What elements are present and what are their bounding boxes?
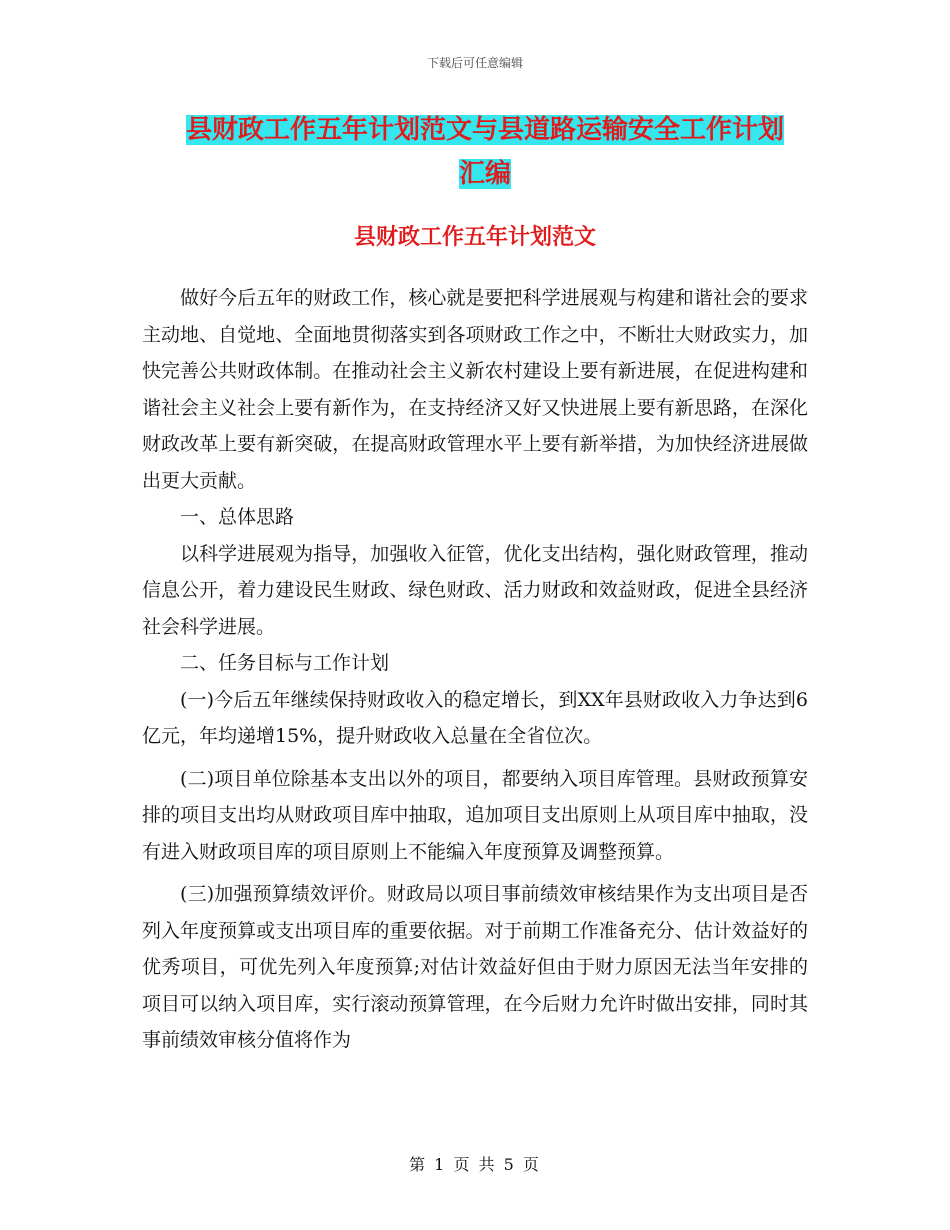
paragraph: (二)项目单位除基本支出以外的项目，都要纳入项目库管理。县财政预算安排的项目支出均从财政项目库中抽取，追加项目支出原则上从项目库中抽取，没有进入财政项目库的项目原则上不能编入年度预算及调整预算。 xyxy=(142,767,808,863)
paragraph: 做好今后五年的财政工作，核心就是要把科学进展观与构建和谐社会的要求主动地、自觉地、全面地贯彻落实到各项财政工作之中，不断壮大财政实力，加快完善公共财政体制。在推动社会主义新农村建设上要有新进展，在促进构建和谐社会主义社会上要有新作为，在支持经济又好又快进展上要有新思路，在深化财政改革上要有新突破，在提高财政管理水平上要有新举措，为加快经济进展做出更大贡献。 xyxy=(142,287,808,492)
document-title xyxy=(140,108,830,196)
section-title: 县财政工作五年计划范文 xyxy=(353,224,596,250)
document-title-line1: 县财政工作五年计划范文与县道路运输安全工作计划 xyxy=(185,115,784,145)
paragraph: 以科学进展观为指导，加强收入征管，优化支出结构，强化财政管理，推动信息公开，着力建设民生财政、绿色财政、活力财政和效益财政，促进全县经济社会科学进展。 xyxy=(142,542,808,638)
header-note: 下载后可任意编辑 xyxy=(426,56,523,70)
paragraph: (一)今后五年继续保持财政收入的稳定增长，到XX年县财政收入力争达到6亿元，年均递增15%，提升财政收入总量在全省位次。 xyxy=(142,688,808,747)
document-body xyxy=(142,280,808,1059)
document-title-line2: 汇编 xyxy=(458,159,511,189)
paragraph: 一、总体思路 xyxy=(180,506,295,528)
paragraph: (三)加强预算绩效评价。财政局以项目事前绩效审核结果作为支出项目是否列入年度预算或支出项目库的重要依据。对于前期工作准备充分、估计效益好的优秀项目，可优先列入年度预算;对估计效益好但由于财力原因无法当年安排的项目可以纳入项目库，实行滚动预算管理，在今后财力允许时做出安排，同时其事前绩效审核分值将作为 xyxy=(142,883,808,1051)
page-number: 第 1 页 共 5 页 xyxy=(409,1155,541,1174)
paragraph: 二、任务目标与工作计划 xyxy=(180,652,390,674)
